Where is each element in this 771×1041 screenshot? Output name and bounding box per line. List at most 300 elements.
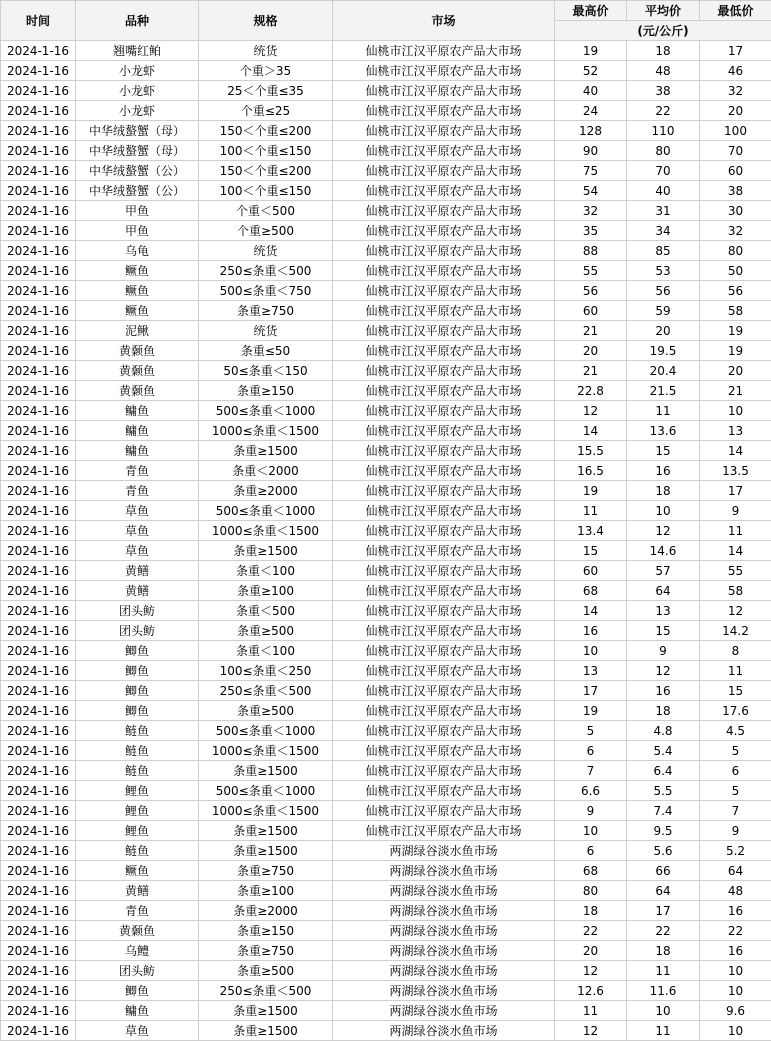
cell-max: 22 bbox=[555, 921, 627, 941]
cell-avg: 85 bbox=[627, 241, 700, 261]
cell-time: 2024-1-16 bbox=[1, 781, 76, 801]
table-row bbox=[1, 401, 771, 421]
header-avg: 平均价 bbox=[627, 1, 700, 21]
cell-max: 52 bbox=[555, 61, 627, 81]
cell-variety: 鲤鱼 bbox=[76, 821, 199, 841]
cell-max: 21 bbox=[555, 361, 627, 381]
cell-time: 2024-1-16 bbox=[1, 521, 76, 541]
cell-max: 24 bbox=[555, 101, 627, 121]
cell-time: 2024-1-16 bbox=[1, 61, 76, 81]
cell-min: 17 bbox=[700, 41, 771, 61]
cell-time: 2024-1-16 bbox=[1, 101, 76, 121]
cell-spec: 条重≥150 bbox=[199, 921, 333, 941]
header-max: 最高价 bbox=[555, 1, 627, 21]
cell-market: 仙桃市江汉平原农产品大市场 bbox=[333, 221, 555, 241]
cell-avg: 10 bbox=[627, 501, 700, 521]
table-row bbox=[1, 801, 771, 821]
cell-time: 2024-1-16 bbox=[1, 801, 76, 821]
cell-variety: 鲢鱼 bbox=[76, 721, 199, 741]
cell-min: 64 bbox=[700, 861, 771, 881]
table-row bbox=[1, 181, 771, 201]
cell-spec: 条重＜2000 bbox=[199, 461, 333, 481]
cell-spec: 条重≥100 bbox=[199, 581, 333, 601]
cell-variety: 黄鳝 bbox=[76, 581, 199, 601]
cell-time: 2024-1-16 bbox=[1, 201, 76, 221]
cell-min: 32 bbox=[700, 81, 771, 101]
cell-avg: 40 bbox=[627, 181, 700, 201]
cell-min: 5.2 bbox=[700, 841, 771, 861]
cell-time: 2024-1-16 bbox=[1, 661, 76, 681]
cell-max: 60 bbox=[555, 301, 627, 321]
cell-market: 仙桃市江汉平原农产品大市场 bbox=[333, 621, 555, 641]
cell-min: 4.5 bbox=[700, 721, 771, 741]
cell-avg: 53 bbox=[627, 261, 700, 281]
cell-market: 仙桃市江汉平原农产品大市场 bbox=[333, 161, 555, 181]
cell-avg: 18 bbox=[627, 701, 700, 721]
cell-avg: 70 bbox=[627, 161, 700, 181]
cell-spec: 250≤条重＜500 bbox=[199, 261, 333, 281]
cell-avg: 12 bbox=[627, 521, 700, 541]
cell-time: 2024-1-16 bbox=[1, 701, 76, 721]
cell-spec: 个重≥500 bbox=[199, 221, 333, 241]
cell-variety: 鳜鱼 bbox=[76, 301, 199, 321]
cell-spec: 1000≤条重＜1500 bbox=[199, 741, 333, 761]
cell-min: 38 bbox=[700, 181, 771, 201]
cell-time: 2024-1-16 bbox=[1, 421, 76, 441]
cell-max: 19 bbox=[555, 481, 627, 501]
table-row bbox=[1, 541, 771, 561]
cell-market: 仙桃市江汉平原农产品大市场 bbox=[333, 61, 555, 81]
cell-variety: 鲫鱼 bbox=[76, 641, 199, 661]
table-row bbox=[1, 681, 771, 701]
cell-max: 90 bbox=[555, 141, 627, 161]
cell-market: 仙桃市江汉平原农产品大市场 bbox=[333, 581, 555, 601]
cell-max: 10 bbox=[555, 641, 627, 661]
cell-spec: 1000≤条重＜1500 bbox=[199, 801, 333, 821]
table-row bbox=[1, 521, 771, 541]
cell-min: 80 bbox=[700, 241, 771, 261]
cell-min: 32 bbox=[700, 221, 771, 241]
cell-variety: 鲢鱼 bbox=[76, 761, 199, 781]
cell-time: 2024-1-16 bbox=[1, 321, 76, 341]
cell-avg: 12 bbox=[627, 661, 700, 681]
table-row bbox=[1, 781, 771, 801]
cell-time: 2024-1-16 bbox=[1, 601, 76, 621]
cell-variety: 鳙鱼 bbox=[76, 421, 199, 441]
cell-avg: 56 bbox=[627, 281, 700, 301]
cell-market: 仙桃市江汉平原农产品大市场 bbox=[333, 461, 555, 481]
table-row bbox=[1, 621, 771, 641]
cell-min: 11 bbox=[700, 661, 771, 681]
cell-avg: 7.4 bbox=[627, 801, 700, 821]
cell-variety: 鲫鱼 bbox=[76, 701, 199, 721]
cell-market: 仙桃市江汉平原农产品大市场 bbox=[333, 521, 555, 541]
cell-spec: 条重≥500 bbox=[199, 961, 333, 981]
cell-max: 15.5 bbox=[555, 441, 627, 461]
cell-max: 12 bbox=[555, 961, 627, 981]
cell-max: 21 bbox=[555, 321, 627, 341]
table-row bbox=[1, 281, 771, 301]
cell-variety: 鳜鱼 bbox=[76, 281, 199, 301]
table-row bbox=[1, 81, 771, 101]
cell-min: 22 bbox=[700, 921, 771, 941]
cell-spec: 150＜个重≤200 bbox=[199, 161, 333, 181]
cell-min: 10 bbox=[700, 401, 771, 421]
cell-min: 6 bbox=[700, 761, 771, 781]
cell-min: 19 bbox=[700, 341, 771, 361]
header-min: 最低价 bbox=[700, 1, 771, 21]
cell-market: 两湖绿谷淡水鱼市场 bbox=[333, 981, 555, 1001]
cell-max: 56 bbox=[555, 281, 627, 301]
cell-max: 12 bbox=[555, 401, 627, 421]
cell-avg: 15 bbox=[627, 441, 700, 461]
cell-variety: 草鱼 bbox=[76, 541, 199, 561]
cell-time: 2024-1-16 bbox=[1, 281, 76, 301]
cell-min: 46 bbox=[700, 61, 771, 81]
cell-max: 6 bbox=[555, 841, 627, 861]
cell-max: 17 bbox=[555, 681, 627, 701]
cell-variety: 鳙鱼 bbox=[76, 441, 199, 461]
cell-time: 2024-1-16 bbox=[1, 1021, 76, 1041]
cell-variety: 鳜鱼 bbox=[76, 861, 199, 881]
table-row bbox=[1, 61, 771, 81]
table-row bbox=[1, 241, 771, 261]
cell-avg: 34 bbox=[627, 221, 700, 241]
cell-market: 仙桃市江汉平原农产品大市场 bbox=[333, 101, 555, 121]
cell-time: 2024-1-16 bbox=[1, 461, 76, 481]
table-row bbox=[1, 1021, 771, 1041]
cell-market: 仙桃市江汉平原农产品大市场 bbox=[333, 81, 555, 101]
cell-time: 2024-1-16 bbox=[1, 401, 76, 421]
cell-spec: 100＜个重≤150 bbox=[199, 181, 333, 201]
cell-max: 12.6 bbox=[555, 981, 627, 1001]
cell-time: 2024-1-16 bbox=[1, 301, 76, 321]
cell-max: 55 bbox=[555, 261, 627, 281]
cell-avg: 16 bbox=[627, 681, 700, 701]
cell-avg: 20 bbox=[627, 321, 700, 341]
table-row bbox=[1, 821, 771, 841]
table-row bbox=[1, 921, 771, 941]
cell-spec: 条重≥750 bbox=[199, 861, 333, 881]
cell-variety: 鳙鱼 bbox=[76, 1001, 199, 1021]
cell-max: 19 bbox=[555, 701, 627, 721]
cell-variety: 草鱼 bbox=[76, 501, 199, 521]
cell-spec: 条重≥1500 bbox=[199, 761, 333, 781]
cell-spec: 个重≤25 bbox=[199, 101, 333, 121]
table-body bbox=[1, 41, 771, 1041]
cell-min: 55 bbox=[700, 561, 771, 581]
table-row bbox=[1, 101, 771, 121]
cell-variety: 黄颡鱼 bbox=[76, 361, 199, 381]
cell-variety: 乌鳢 bbox=[76, 941, 199, 961]
cell-variety: 鳙鱼 bbox=[76, 401, 199, 421]
cell-max: 5 bbox=[555, 721, 627, 741]
table-row bbox=[1, 981, 771, 1001]
cell-time: 2024-1-16 bbox=[1, 861, 76, 881]
cell-spec: 统货 bbox=[199, 241, 333, 261]
cell-variety: 中华绒螯蟹（公） bbox=[76, 181, 199, 201]
cell-max: 54 bbox=[555, 181, 627, 201]
cell-market: 仙桃市江汉平原农产品大市场 bbox=[333, 421, 555, 441]
cell-variety: 翘嘴红鲌 bbox=[76, 41, 199, 61]
cell-time: 2024-1-16 bbox=[1, 621, 76, 641]
cell-spec: 条重＜500 bbox=[199, 601, 333, 621]
cell-max: 12 bbox=[555, 1021, 627, 1041]
cell-avg: 22 bbox=[627, 101, 700, 121]
cell-market: 仙桃市江汉平原农产品大市场 bbox=[333, 141, 555, 161]
cell-avg: 57 bbox=[627, 561, 700, 581]
cell-variety: 中华绒螯蟹（母） bbox=[76, 141, 199, 161]
cell-variety: 小龙虾 bbox=[76, 101, 199, 121]
cell-time: 2024-1-16 bbox=[1, 361, 76, 381]
cell-market: 仙桃市江汉平原农产品大市场 bbox=[333, 481, 555, 501]
cell-max: 10 bbox=[555, 821, 627, 841]
cell-max: 18 bbox=[555, 901, 627, 921]
cell-spec: 个重＜500 bbox=[199, 201, 333, 221]
cell-time: 2024-1-16 bbox=[1, 881, 76, 901]
cell-avg: 9.5 bbox=[627, 821, 700, 841]
cell-avg: 14.6 bbox=[627, 541, 700, 561]
cell-spec: 1000≤条重＜1500 bbox=[199, 521, 333, 541]
cell-market: 两湖绿谷淡水鱼市场 bbox=[333, 841, 555, 861]
cell-time: 2024-1-16 bbox=[1, 161, 76, 181]
cell-max: 80 bbox=[555, 881, 627, 901]
cell-min: 20 bbox=[700, 101, 771, 121]
cell-spec: 1000≤条重＜1500 bbox=[199, 421, 333, 441]
cell-min: 10 bbox=[700, 981, 771, 1001]
cell-max: 19 bbox=[555, 41, 627, 61]
header-spec: 规格 bbox=[199, 1, 333, 41]
cell-spec: 条重≥1500 bbox=[199, 541, 333, 561]
cell-min: 14 bbox=[700, 541, 771, 561]
table-row bbox=[1, 601, 771, 621]
table-row bbox=[1, 941, 771, 961]
cell-market: 仙桃市江汉平原农产品大市场 bbox=[333, 541, 555, 561]
cell-market: 仙桃市江汉平原农产品大市场 bbox=[333, 261, 555, 281]
cell-variety: 青鱼 bbox=[76, 901, 199, 921]
cell-max: 68 bbox=[555, 581, 627, 601]
cell-min: 12 bbox=[700, 601, 771, 621]
cell-avg: 20.4 bbox=[627, 361, 700, 381]
cell-max: 6.6 bbox=[555, 781, 627, 801]
cell-max: 40 bbox=[555, 81, 627, 101]
cell-avg: 48 bbox=[627, 61, 700, 81]
cell-market: 仙桃市江汉平原农产品大市场 bbox=[333, 201, 555, 221]
cell-max: 11 bbox=[555, 1001, 627, 1021]
cell-variety: 团头鲂 bbox=[76, 601, 199, 621]
cell-spec: 统货 bbox=[199, 41, 333, 61]
cell-variety: 鲢鱼 bbox=[76, 741, 199, 761]
cell-variety: 鲫鱼 bbox=[76, 661, 199, 681]
table-row bbox=[1, 861, 771, 881]
cell-spec: 条重≤50 bbox=[199, 341, 333, 361]
cell-min: 58 bbox=[700, 581, 771, 601]
cell-time: 2024-1-16 bbox=[1, 741, 76, 761]
cell-market: 仙桃市江汉平原农产品大市场 bbox=[333, 741, 555, 761]
cell-time: 2024-1-16 bbox=[1, 81, 76, 101]
cell-market: 仙桃市江汉平原农产品大市场 bbox=[333, 721, 555, 741]
cell-market: 仙桃市江汉平原农产品大市场 bbox=[333, 121, 555, 141]
cell-spec: 条重≥1500 bbox=[199, 1001, 333, 1021]
cell-min: 5 bbox=[700, 781, 771, 801]
cell-spec: 150＜个重≤200 bbox=[199, 121, 333, 141]
cell-avg: 80 bbox=[627, 141, 700, 161]
cell-spec: 条重≥1500 bbox=[199, 841, 333, 861]
cell-variety: 黄颡鱼 bbox=[76, 381, 199, 401]
cell-min: 17 bbox=[700, 481, 771, 501]
cell-avg: 13 bbox=[627, 601, 700, 621]
cell-time: 2024-1-16 bbox=[1, 721, 76, 741]
table-row bbox=[1, 501, 771, 521]
cell-max: 16 bbox=[555, 621, 627, 641]
cell-min: 30 bbox=[700, 201, 771, 221]
cell-min: 20 bbox=[700, 361, 771, 381]
cell-spec: 条重≥150 bbox=[199, 381, 333, 401]
table-row bbox=[1, 421, 771, 441]
cell-time: 2024-1-16 bbox=[1, 261, 76, 281]
cell-time: 2024-1-16 bbox=[1, 481, 76, 501]
table-row bbox=[1, 741, 771, 761]
cell-market: 仙桃市江汉平原农产品大市场 bbox=[333, 301, 555, 321]
cell-time: 2024-1-16 bbox=[1, 141, 76, 161]
cell-spec: 统货 bbox=[199, 321, 333, 341]
cell-avg: 11 bbox=[627, 401, 700, 421]
cell-market: 仙桃市江汉平原农产品大市场 bbox=[333, 401, 555, 421]
table-row bbox=[1, 1001, 771, 1021]
table-row bbox=[1, 141, 771, 161]
table-row bbox=[1, 581, 771, 601]
table-row bbox=[1, 261, 771, 281]
cell-avg: 17 bbox=[627, 901, 700, 921]
cell-time: 2024-1-16 bbox=[1, 901, 76, 921]
cell-spec: 100≤条重＜250 bbox=[199, 661, 333, 681]
cell-time: 2024-1-16 bbox=[1, 1001, 76, 1021]
cell-avg: 5.5 bbox=[627, 781, 700, 801]
table-row bbox=[1, 641, 771, 661]
cell-variety: 小龙虾 bbox=[76, 61, 199, 81]
cell-max: 60 bbox=[555, 561, 627, 581]
cell-avg: 22 bbox=[627, 921, 700, 941]
cell-max: 9 bbox=[555, 801, 627, 821]
cell-spec: 50≤条重＜150 bbox=[199, 361, 333, 381]
cell-avg: 13.6 bbox=[627, 421, 700, 441]
cell-time: 2024-1-16 bbox=[1, 441, 76, 461]
cell-variety: 鲢鱼 bbox=[76, 841, 199, 861]
cell-variety: 团头鲂 bbox=[76, 961, 199, 981]
cell-market: 仙桃市江汉平原农产品大市场 bbox=[333, 781, 555, 801]
cell-min: 14.2 bbox=[700, 621, 771, 641]
cell-max: 14 bbox=[555, 421, 627, 441]
cell-variety: 鲫鱼 bbox=[76, 981, 199, 1001]
cell-max: 15 bbox=[555, 541, 627, 561]
cell-market: 仙桃市江汉平原农产品大市场 bbox=[333, 701, 555, 721]
cell-variety: 黄鳝 bbox=[76, 561, 199, 581]
cell-spec: 25＜个重≤35 bbox=[199, 81, 333, 101]
cell-variety: 鲫鱼 bbox=[76, 681, 199, 701]
cell-time: 2024-1-16 bbox=[1, 641, 76, 661]
table-row bbox=[1, 381, 771, 401]
cell-variety: 甲鱼 bbox=[76, 201, 199, 221]
cell-market: 仙桃市江汉平原农产品大市场 bbox=[333, 801, 555, 821]
table-row bbox=[1, 721, 771, 741]
cell-min: 9.6 bbox=[700, 1001, 771, 1021]
cell-spec: 500≤条重＜1000 bbox=[199, 721, 333, 741]
cell-max: 68 bbox=[555, 861, 627, 881]
cell-max: 128 bbox=[555, 121, 627, 141]
cell-variety: 乌龟 bbox=[76, 241, 199, 261]
cell-max: 88 bbox=[555, 241, 627, 261]
cell-time: 2024-1-16 bbox=[1, 921, 76, 941]
cell-time: 2024-1-16 bbox=[1, 381, 76, 401]
cell-avg: 66 bbox=[627, 861, 700, 881]
cell-min: 58 bbox=[700, 301, 771, 321]
cell-market: 仙桃市江汉平原农产品大市场 bbox=[333, 641, 555, 661]
cell-market: 仙桃市江汉平原农产品大市场 bbox=[333, 41, 555, 61]
cell-max: 20 bbox=[555, 341, 627, 361]
cell-spec: 条重≥100 bbox=[199, 881, 333, 901]
cell-spec: 条重≥500 bbox=[199, 621, 333, 641]
table-row bbox=[1, 901, 771, 921]
cell-avg: 18 bbox=[627, 481, 700, 501]
cell-min: 16 bbox=[700, 941, 771, 961]
cell-max: 13.4 bbox=[555, 521, 627, 541]
cell-min: 11 bbox=[700, 521, 771, 541]
cell-variety: 鲤鱼 bbox=[76, 801, 199, 821]
cell-variety: 泥鳅 bbox=[76, 321, 199, 341]
table-row bbox=[1, 441, 771, 461]
cell-market: 仙桃市江汉平原农产品大市场 bbox=[333, 321, 555, 341]
cell-min: 14 bbox=[700, 441, 771, 461]
cell-avg: 5.4 bbox=[627, 741, 700, 761]
cell-time: 2024-1-16 bbox=[1, 961, 76, 981]
cell-spec: 条重≥1500 bbox=[199, 1021, 333, 1041]
cell-time: 2024-1-16 bbox=[1, 221, 76, 241]
cell-time: 2024-1-16 bbox=[1, 181, 76, 201]
cell-spec: 条重＜100 bbox=[199, 561, 333, 581]
cell-variety: 团头鲂 bbox=[76, 621, 199, 641]
cell-min: 9 bbox=[700, 501, 771, 521]
cell-min: 5 bbox=[700, 741, 771, 761]
cell-max: 35 bbox=[555, 221, 627, 241]
cell-spec: 250≤条重＜500 bbox=[199, 681, 333, 701]
cell-min: 17.6 bbox=[700, 701, 771, 721]
cell-spec: 100＜个重≤150 bbox=[199, 141, 333, 161]
cell-spec: 500≤条重＜1000 bbox=[199, 401, 333, 421]
cell-variety: 中华绒螯蟹（母） bbox=[76, 121, 199, 141]
cell-avg: 21.5 bbox=[627, 381, 700, 401]
cell-min: 15 bbox=[700, 681, 771, 701]
cell-market: 仙桃市江汉平原农产品大市场 bbox=[333, 341, 555, 361]
cell-min: 13.5 bbox=[700, 461, 771, 481]
cell-spec: 条重≥750 bbox=[199, 301, 333, 321]
cell-spec: 条重≥500 bbox=[199, 701, 333, 721]
cell-market: 仙桃市江汉平原农产品大市场 bbox=[333, 761, 555, 781]
table-row bbox=[1, 561, 771, 581]
cell-market: 两湖绿谷淡水鱼市场 bbox=[333, 901, 555, 921]
cell-avg: 4.8 bbox=[627, 721, 700, 741]
cell-market: 两湖绿谷淡水鱼市场 bbox=[333, 1001, 555, 1021]
cell-avg: 19.5 bbox=[627, 341, 700, 361]
table-row bbox=[1, 361, 771, 381]
cell-spec: 500≤条重＜750 bbox=[199, 281, 333, 301]
cell-avg: 64 bbox=[627, 581, 700, 601]
cell-avg: 18 bbox=[627, 941, 700, 961]
cell-time: 2024-1-16 bbox=[1, 681, 76, 701]
cell-market: 仙桃市江汉平原农产品大市场 bbox=[333, 181, 555, 201]
cell-market: 两湖绿谷淡水鱼市场 bbox=[333, 861, 555, 881]
table-row bbox=[1, 321, 771, 341]
table-row bbox=[1, 661, 771, 681]
